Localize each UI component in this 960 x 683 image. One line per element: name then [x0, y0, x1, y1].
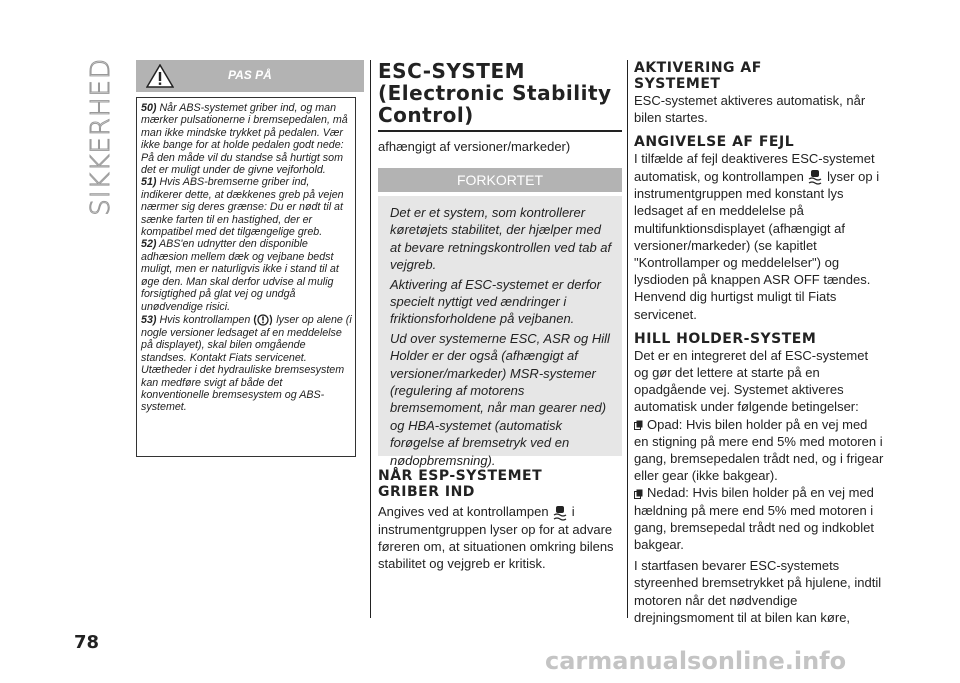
column-divider [370, 60, 371, 618]
section-sidebar-title: SIKKERHED [86, 58, 116, 216]
warning-item-number: 53) [141, 313, 157, 326]
bullet-item [634, 484, 884, 553]
warning-box [136, 97, 356, 457]
warning-item [141, 102, 352, 176]
section-heading: ANGIVELSE AF FEJL [634, 134, 795, 151]
bullet-text: Nedad: Hvis bilen holder på en vej med hældning på mere end 5% med motoren i gang, bremsepedal trådt ned og indkoblet bakgear. [634, 485, 874, 553]
warning-item-number: 52) [141, 238, 157, 251]
section-heading: GRIBER IND [378, 484, 475, 500]
watermark: carmanualsonline.info [545, 647, 847, 675]
esc-heading-line: ESC-SYSTEM [378, 59, 526, 83]
warning-item [141, 238, 352, 312]
summary-paragraph: Ud over systemerne ESC, ASR og Hill Holder er der også (afhængigt af versioner/markeder) MSR-systemer (regulering af motorens bremsemoment, når man gearer ned) og HBA-systemet (automatisk forøgelse af bremsetryk ved en nødopbremsning). [390, 330, 610, 468]
bullet-text: Opad: Hvis bilen holder på en vej med en stigning på mere end 5% med motoren i gang, bremsepedalen trådt ned, og i frigear eller gear (ikke bakgear). [634, 416, 884, 484]
brake-warning-lamp-icon [253, 313, 273, 327]
warning-title: PAS PÅ [228, 68, 272, 82]
section-heading: HILL HOLDER-SYSTEM [634, 330, 817, 347]
esc-heading-line: (Electronic Stability [378, 81, 612, 105]
section-heading: NÅR ESP-SYSTEMET [378, 468, 543, 484]
warning-item-text: ABS'en udnytter den disponible adhæsion mellem dæk og vejbane bedst muligt, men er naturligvis ikke i stand til at øge den. Man skal derfor udvise al mulig forsigtighed på glat vej og undgå unødvendige risici. [141, 238, 339, 313]
summary-paragraph: Det er et system, som kontrollerer køretøjets stabilitet, der hjælper med at bevare retningskontrollen ved tab af vejgreb. [390, 205, 612, 273]
warning-item-number: 51) [141, 176, 157, 189]
warning-item-text: Hvis ABS-bremserne griber ind, indikerer dette, at dækkenes greb på vejen nærmer sig deres grænse: Du er nødt til at sænke farten til en hastighed, der er kompatibel med det tilgængelige greb. [141, 176, 344, 239]
warning-item-text: Når ABS-systemet griber ind, og man mærker pulsationerne i bremsepedalen, må man ikke mindske trykket på pedalen. Vær ikke bange for at holde pedalen godt nede: På den måde vil du standse så hurtigt som det er muligt under de givne vejforhold. [141, 102, 348, 177]
section-body: Det er en integreret del af ESC-systemet og gør det lettere at starte på en opadgående vej. Systemet aktiveres automatisk under følgende betingelser: [634, 347, 869, 415]
esc-column [378, 60, 622, 155]
bullet-item [634, 416, 884, 485]
summary-header: FORKORTET [378, 168, 622, 192]
section-text: Angives ved at kontrollampen [378, 504, 549, 519]
warning-item [141, 313, 352, 414]
section-heading: AKTIVERING AF [634, 60, 762, 76]
esc-heading-line: Control) [378, 103, 474, 127]
bullet-icon [634, 420, 643, 430]
esc-warning-lamp-icon [807, 169, 823, 185]
esc-subtitle: afhængigt af versioner/markeder) [378, 139, 571, 154]
section-body: I startfasen bevarer ESC-systemets styreenhed bremsetrykket på hjulene, indtil motoren når det nødvendige drejningsmoment til at bilen kan køre, [634, 558, 882, 625]
bullet-icon [634, 489, 643, 499]
column-divider [627, 60, 628, 618]
esc-warning-lamp-icon [552, 505, 568, 521]
esp-intervention-section [378, 468, 622, 572]
esc-heading [378, 60, 622, 132]
page-number: 78 [74, 632, 100, 653]
section-text: lyser op i instrumentgruppen med konstant lys ledsaget af en meddelelse på multifunktionsdisplayet (afhængigt af versioner/markeder) (se kapitlet "Kontrollamper og meddelelser") og lysdioden på knappen ASR OFF tændes. Henvend dig hurtigst muligt til Fiats servicenet. [634, 168, 880, 322]
section-body [378, 503, 622, 572]
warning-header [136, 60, 364, 92]
warning-item-text: Hvis kontrollampen [159, 313, 251, 326]
summary-paragraph: Aktivering af ESC-systemet er derfor specielt nyttigt ved ændringer i friktionsforholdene på vejbanen. [390, 276, 601, 327]
warning-item-number: 50) [141, 102, 157, 114]
warning-item-text: lyser op alene (i nogle versioner ledsaget af en meddelelse på displayet), skal bilen omgående standses. Kontakt Fiats servicenet. Utætheder i det hydrauliske bremsesystem kan medføre svigt af både det konventionelle bremsesystem og ABS-systemet. [141, 313, 352, 414]
section-body: ESC-systemet aktiveres automatisk, når bilen startes. [634, 93, 866, 126]
summary-box [378, 196, 622, 468]
right-column [634, 60, 884, 626]
warning-item [141, 176, 352, 238]
section-text: I tilfælde af fejl deaktiveres ESC-systemet automatisk, og kontrollampen [634, 151, 875, 184]
section-body [634, 150, 884, 322]
section-text: i instrumentgruppen lyser op for at advare føreren om, at situationen omkring bilens stabilitet og vejgreb er kritisk. [378, 504, 614, 571]
section-heading: SYSTEMET [634, 76, 721, 92]
warning-triangle-icon [146, 64, 174, 88]
